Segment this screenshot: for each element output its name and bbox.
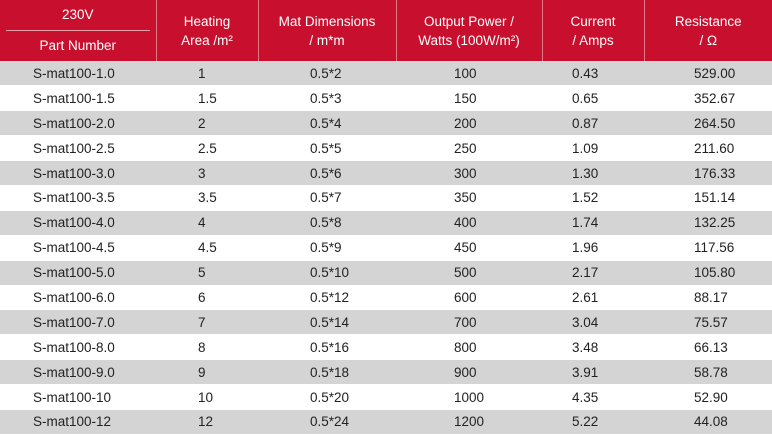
table-row (0, 285, 772, 310)
output-power-cell: 400 (396, 210, 542, 235)
part-number-cell: S-mat100-12 (0, 409, 156, 434)
heating-area-cell: 2 (156, 111, 258, 136)
output-power-cell: 700 (396, 310, 542, 335)
output-power-cell: 350 (396, 185, 542, 210)
mat-dimensions-cell: 0.5*2 (258, 61, 396, 86)
part-number-cell: S-mat100-2.5 (0, 136, 156, 161)
mat-dimensions-header-line-1: Mat Dimensions (278, 13, 376, 29)
heating-area-cell: 7 (156, 310, 258, 335)
mat-dimensions-cell: 0.5*14 (258, 310, 396, 335)
current-cell: 1.09 (542, 136, 644, 161)
current-cell: 0.43 (542, 61, 644, 86)
current-cell: 0.65 (542, 86, 644, 111)
mat-dimensions-header (258, 0, 396, 61)
current-cell: 3.91 (542, 360, 644, 385)
resistance-cell: 52.90 (644, 385, 772, 410)
current-cell: 1.74 (542, 210, 644, 235)
current-cell: 5.22 (542, 409, 644, 434)
resistance-cell: 211.60 (644, 136, 772, 161)
part-number-cell: S-mat100-6.0 (0, 285, 156, 310)
heating-area-header-line-2: Area /m² (181, 32, 233, 48)
resistance-cell: 117.56 (644, 235, 772, 260)
current-cell: 3.48 (542, 335, 644, 360)
mat-dimensions-cell: 0.5*5 (258, 136, 396, 161)
part-number-cell: S-mat100-9.0 (0, 360, 156, 385)
resistance-cell: 264.50 (644, 111, 772, 136)
part-number-header (0, 0, 156, 61)
output-power-header-line-2: Watts (100W/m²) (418, 32, 520, 48)
part-number-cell: S-mat100-4.0 (0, 210, 156, 235)
resistance-cell: 88.17 (644, 285, 772, 310)
table-row (0, 235, 772, 260)
output-power-header-line-1: Output Power / (423, 13, 515, 29)
resistance-cell: 66.13 (644, 335, 772, 360)
part-number-cell: S-mat100-1.0 (0, 61, 156, 86)
part-number-cell: S-mat100-3.0 (0, 161, 156, 186)
heating-area-cell: 9 (156, 360, 258, 385)
resistance-cell: 75.57 (644, 310, 772, 335)
table-row (0, 161, 772, 186)
table-row (0, 335, 772, 360)
resistance-cell: 44.08 (644, 409, 772, 434)
resistance-header-line-1: Resistance (674, 13, 742, 29)
resistance-header (644, 0, 772, 61)
output-power-cell: 800 (396, 335, 542, 360)
part-number-cell: S-mat100-2.0 (0, 111, 156, 136)
heating-area-cell: 4 (156, 210, 258, 235)
heating-area-cell: 6 (156, 285, 258, 310)
current-cell: 4.35 (542, 385, 644, 410)
output-power-cell: 150 (396, 86, 542, 111)
table-header-row (0, 0, 772, 61)
output-power-cell: 450 (396, 235, 542, 260)
output-power-cell: 200 (396, 111, 542, 136)
current-cell: 2.17 (542, 260, 644, 285)
resistance-cell: 151.14 (644, 185, 772, 210)
part-number-cell: S-mat100-3.5 (0, 185, 156, 210)
output-power-cell: 600 (396, 285, 542, 310)
output-power-cell: 1000 (396, 385, 542, 410)
mat-dimensions-cell: 0.5*20 (258, 385, 396, 410)
table-row (0, 136, 772, 161)
resistance-cell: 352.67 (644, 86, 772, 111)
heating-area-cell: 1.5 (156, 86, 258, 111)
current-cell: 1.96 (542, 235, 644, 260)
heating-area-header (156, 0, 258, 61)
mat-dimensions-cell: 0.5*12 (258, 285, 396, 310)
current-cell: 1.30 (542, 161, 644, 186)
mat-dimensions-cell: 0.5*3 (258, 86, 396, 111)
mat-dimensions-cell: 0.5*8 (258, 210, 396, 235)
current-header (542, 0, 644, 61)
part-number-cell: S-mat100-1.5 (0, 86, 156, 111)
mat-dimensions-cell: 0.5*7 (258, 185, 396, 210)
resistance-header-line-2: / Ω (699, 32, 718, 48)
output-power-cell: 900 (396, 360, 542, 385)
table-row (0, 385, 772, 410)
part-number-cell: S-mat100-10 (0, 385, 156, 410)
output-power-cell: 250 (396, 136, 542, 161)
heating-area-cell: 1 (156, 61, 258, 86)
current-cell: 0.87 (542, 111, 644, 136)
mat-dimensions-cell: 0.5*9 (258, 235, 396, 260)
table-row (0, 260, 772, 285)
mat-dimensions-cell: 0.5*18 (258, 360, 396, 385)
table-row (0, 360, 772, 385)
heating-area-cell: 3.5 (156, 185, 258, 210)
heating-area-header-line-1: Heating (183, 13, 231, 29)
mat-dimensions-header-line-2: / m*m (309, 32, 345, 48)
mat-dimensions-cell: 0.5*24 (258, 409, 396, 434)
table-row (0, 409, 772, 434)
table-row (0, 86, 772, 111)
output-power-cell: 500 (396, 260, 542, 285)
resistance-cell: 529.00 (644, 61, 772, 86)
table-row (0, 210, 772, 235)
mat-dimensions-cell: 0.5*16 (258, 335, 396, 360)
table-row (0, 185, 772, 210)
output-power-cell: 100 (396, 61, 542, 86)
output-power-header (396, 0, 542, 61)
resistance-cell: 132.25 (644, 210, 772, 235)
resistance-cell: 58.78 (644, 360, 772, 385)
current-cell: 2.61 (542, 285, 644, 310)
output-power-cell: 1200 (396, 409, 542, 434)
current-cell: 3.04 (542, 310, 644, 335)
voltage-label: 230V (6, 0, 150, 31)
table-row (0, 310, 772, 335)
heating-area-cell: 10 (156, 385, 258, 410)
mat-dimensions-cell: 0.5*4 (258, 111, 396, 136)
part-number-cell: S-mat100-4.5 (0, 235, 156, 260)
current-header-line-2: / Amps (572, 32, 614, 48)
table-body (0, 61, 772, 434)
heating-area-cell: 4.5 (156, 235, 258, 260)
table-row (0, 111, 772, 136)
resistance-cell: 176.33 (644, 161, 772, 186)
resistance-cell: 105.80 (644, 260, 772, 285)
table-row (0, 61, 772, 86)
part-number-cell: S-mat100-8.0 (0, 335, 156, 360)
output-power-cell: 300 (396, 161, 542, 186)
heating-area-cell: 3 (156, 161, 258, 186)
mat-dimensions-cell: 0.5*10 (258, 260, 396, 285)
part-number-label: Part Number (39, 38, 117, 53)
heating-area-cell: 5 (156, 260, 258, 285)
part-number-cell: S-mat100-7.0 (0, 310, 156, 335)
heating-area-cell: 8 (156, 335, 258, 360)
heating-area-cell: 12 (156, 409, 258, 434)
heating-area-cell: 2.5 (156, 136, 258, 161)
mat-dimensions-cell: 0.5*6 (258, 161, 396, 186)
current-header-line-1: Current (570, 13, 616, 29)
part-number-cell: S-mat100-5.0 (0, 260, 156, 285)
current-cell: 1.52 (542, 185, 644, 210)
